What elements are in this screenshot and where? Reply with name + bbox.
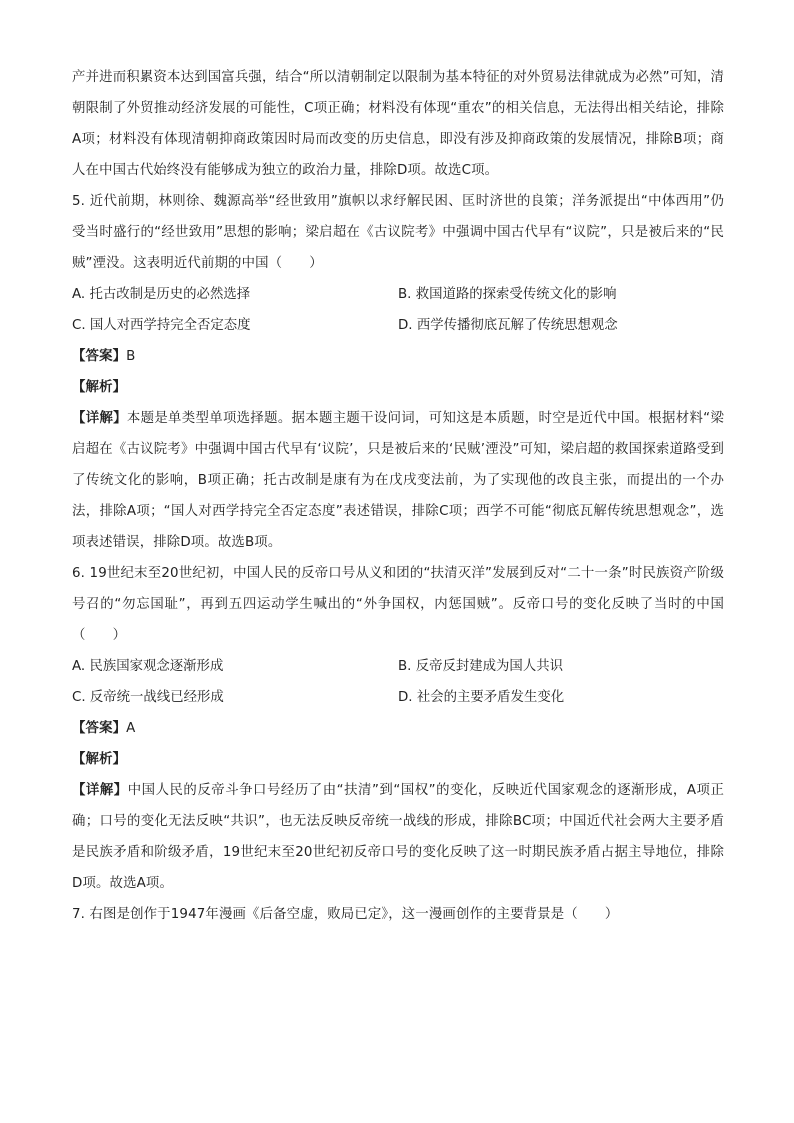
answer-value: B [126, 349, 136, 364]
question-6-option-b: B. 反帝反封建成为国人共识 [398, 659, 563, 674]
question-6-options-row-1 [72, 651, 724, 682]
detail-text: 本题是单类型单项选择题。据本题主题干设问词，可知这是本质题，时空是近代中国。根据材料“梁启超在《古议院考》中强调中国古代早有‘议院’，只是被后来的‘民贼’湮没”可知，梁启超的救国探索道路受到了传统文化的影响，B项正确；托古改制是康有为在戊戌变法前，为了实现他的改良主张，而提出的一个办法，排除A项；“国人对西学持完全否定态度”表述错误，排除C项；西学不可能“彻底瓦解传统思想观念”，选项表述错误，排除D项。故选B项。 [72, 411, 724, 550]
question-5-options-row-1 [72, 279, 724, 310]
detail-label: 【详解】 [72, 783, 128, 798]
question-5-answer [72, 341, 724, 372]
detail-text: 中国人民的反帝斗争口号经历了由“扶清”到“国权”的变化，反映近代国家观念的逐渐形成，A项正确；口号的变化无法反映“共识”，也无法反映反帝统一战线的形成，排除BC项；中国近代社会两大主要矛盾是民族矛盾和阶级矛盾，19世纪末至20世纪初反帝口号的变化反映了这一时期民族矛盾占据主导地位，排除D项。故选A项。 [72, 783, 725, 891]
question-6-option-d: D. 社会的主要矛盾发生变化 [398, 690, 565, 705]
answer-value: A [126, 721, 136, 736]
question-7-stem: 7. 右图是创作于1947年漫画《后备空虚，败局已定》，这一漫画创作的主要背景是（ ） [72, 907, 619, 922]
analysis-label: 【解析】 [72, 380, 127, 395]
question-6-stem: 6. 19世纪末至20世纪初，中国人民的反帝口号从义和团的“扶清灭洋”发展到反对“二十一条”时民族资产阶级号召的“勿忘国耻”，再到五四运动学生喊出的“外争国权，内惩国贼”。反帝口号的变化反映了当时的中国（ ） [72, 566, 724, 643]
question-6-options-row-2 [72, 682, 724, 713]
question-6-option-c: C. 反帝统一战线已经形成 [72, 690, 224, 705]
analysis-label: 【解析】 [72, 752, 127, 767]
question-5-detail [72, 403, 724, 558]
question-6-answer [72, 713, 724, 744]
question-5-option-b: B. 救国道路的探索受传统文化的影响 [398, 287, 617, 302]
question-5-option-c: C. 国人对西学持完全否定态度 [72, 318, 251, 333]
answer-label: 【答案】 [72, 349, 127, 364]
question-5-options-row-2 [72, 310, 724, 341]
question-5-analysis-label [72, 372, 724, 403]
question-6-option-a: A. 民族国家观念逐渐形成 [72, 659, 224, 674]
continued-paragraph: 产并进而积累资本达到国富兵强，结合“所以清朝制定以限制为基本特征的对外贸易法律就成为必然”可知，清朝限制了外贸推动经济发展的可能性，C项正确；材料没有体现“重农”的相关信息，无法得出相关结论，排除A项；材料没有体现清朝抑商政策因时局而改变的历史信息，即没有涉及抑商政策的发展情况，排除B项；商人在中国古代始终没有能够成为独立的政治力量，排除D项。故选C项。 [72, 70, 724, 178]
question-6-detail [72, 775, 724, 899]
question-5-stem: 5. 近代前期，林则徐、魏源高举“经世致用”旗帜以求纾解民困、匡时济世的良策；洋务派提出“中体西用”仍受当时盛行的“经世致用”思想的影响；梁启超在《古议院考》中强调中国古代早有“议院”，只是被后来的“民贼”湮没。这表明近代前期的中国（ ） [72, 194, 724, 271]
detail-label: 【详解】 [72, 411, 127, 426]
answer-label: 【答案】 [72, 721, 127, 736]
question-5-option-a: A. 托古改制是历史的必然选择 [72, 287, 251, 302]
question-5-option-d: D. 西学传播彻底瓦解了传统思想观念 [398, 318, 618, 333]
question-6-analysis-label [72, 744, 724, 775]
